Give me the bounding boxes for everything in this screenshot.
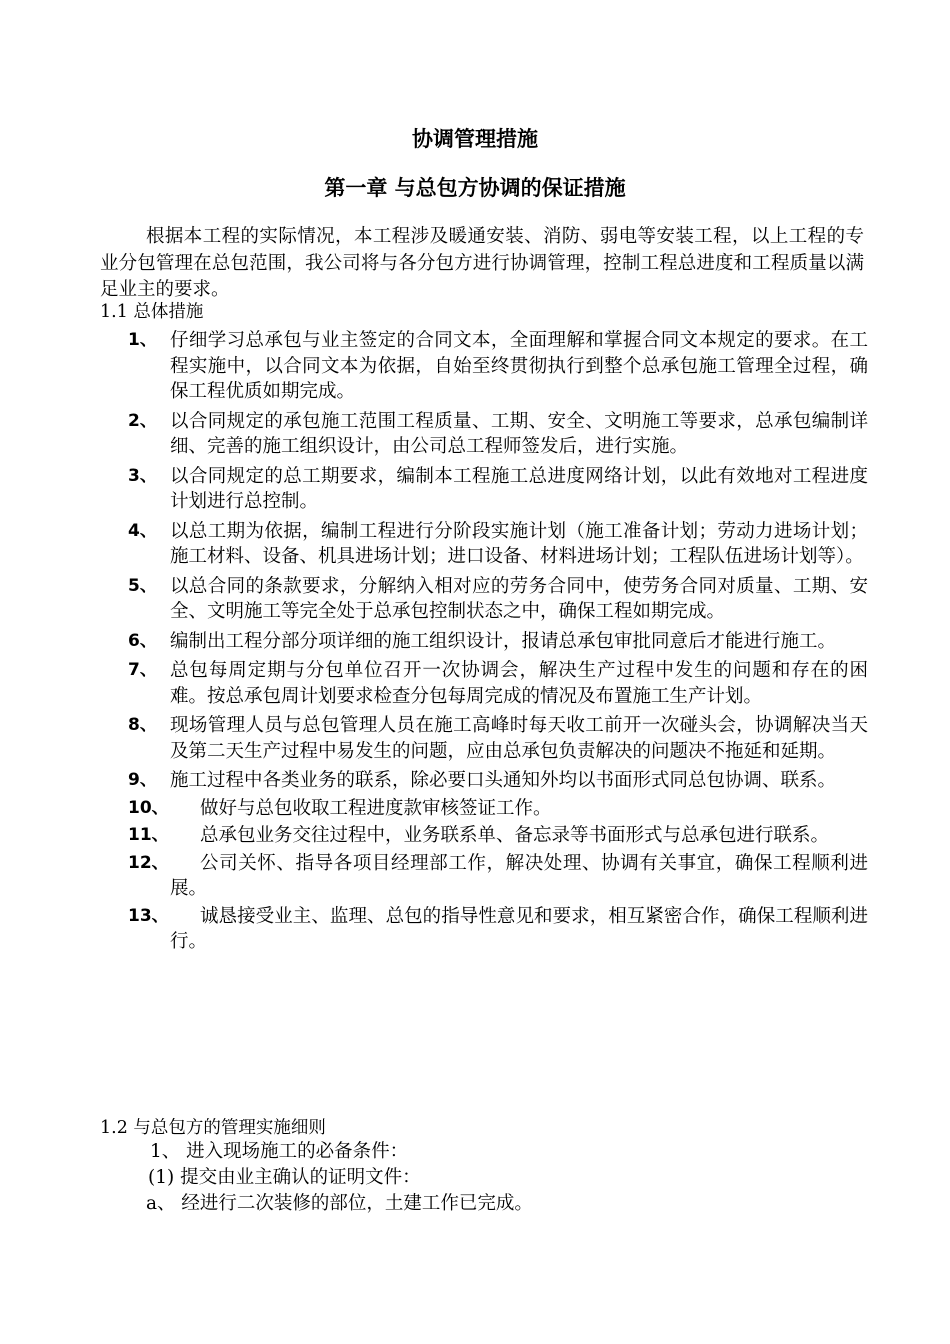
list-item-text: 以总合同的条款要求，分解纳入相对应的劳务合同中，使劳务合同对质量、工期、安全、文明施工等完全处于总承包控制状态之中，确保工程如期完成。	[170, 575, 868, 622]
list-item	[128, 851, 868, 902]
list-item	[128, 823, 868, 849]
list-item-number: 8、	[128, 715, 157, 735]
list-item	[128, 768, 868, 794]
list-item-text: 公司关怀、指导各项目经理部工作，解决处理、协调有关事宜，确保工程顺利进展。	[170, 852, 868, 899]
list-item-number: 7、	[128, 660, 157, 680]
list-item-text: 以合同规定的总工期要求，编制本工程施工总进度网络计划，以此有效地对工程进度计划进行总控制。	[170, 465, 868, 512]
chapter-heading: 第一章 与总包方协调的保证措施	[324, 176, 626, 200]
list-item	[128, 904, 868, 955]
list-item	[128, 328, 868, 405]
list-item	[128, 713, 868, 764]
section-heading-1-2: 1.2 与总包方的管理实施细则	[100, 1118, 326, 1138]
list-item-number: 1、	[128, 330, 157, 350]
list-item	[128, 574, 868, 625]
list-item	[128, 519, 868, 570]
list-item-number: 13、	[128, 905, 169, 926]
section-heading-1-1: 1.1 总体措施	[100, 302, 204, 322]
sub-item-a: a、 经进行二次装修的部位，土建工作已完成。	[146, 1193, 533, 1214]
list-item-number: 10、	[128, 797, 169, 818]
list-item-text: 仔细学习总承包与业主签定的合同文本，全面理解和掌握合同文本规定的要求。在工程实施中，以合同文本为依据，自始至终贯彻执行到整个总承包施工管理全过程，确保工程优质如期完成。	[170, 330, 868, 402]
list-item-text: 总承包业务交往过程中，业务联系单、备忘录等书面形式与总承包进行联系。	[200, 825, 830, 846]
list-item-number: 9、	[128, 770, 157, 790]
list-item-text: 现场管理人员与总包管理人员在施工高峰时每天收工前开一次碰头会，协调解决当天及第二天生产过程中易发生的问题，应由总承包负责解决的问题决不拖延和延期。	[170, 715, 868, 762]
list-item-number: 4、	[128, 520, 157, 541]
list-item-text: 以合同规定的承包施工范围工程质量、工期、安全、文明施工等要求，总承包编制详细、完善的施工组织设计，由公司总工程师签发后，进行实施。	[170, 410, 868, 457]
list-item-number: 11、	[128, 825, 169, 845]
list-item-number: 12、	[128, 852, 169, 873]
sub-item-1: 1、 进入现场施工的必备条件：	[150, 1141, 409, 1162]
list-item	[128, 796, 868, 822]
measures-list	[128, 328, 868, 955]
list-item-number: 5、	[128, 575, 157, 596]
list-item	[128, 464, 868, 515]
intro-paragraph: 根据本工程的实际情况，本工程涉及暖通安装、消防、弱电等安装工程，以上工程的专业分包管理在总包范围，我公司将与各分包方进行协调管理，控制工程总进度和工程质量以满足业主的要求。	[100, 226, 864, 300]
sub-item-1-1: (1) 提交由业主确认的证明文件：	[148, 1167, 421, 1188]
list-item-number: 6、	[128, 630, 157, 651]
list-item-text: 总包每周定期与分包单位召开一次协调会，解决生产过程中发生的问题和存在的困难。按总承包周计划要求检查分包每周完成的情况及布置施工生产计划。	[170, 660, 868, 707]
list-item	[128, 658, 868, 709]
list-item-number: 3、	[128, 465, 157, 486]
list-item-text: 以总工期为依据，编制工程进行分阶段实施计划（施工准备计划；劳动力进场计划；施工材料、设备、机具进场计划；进口设备、材料进场计划；工程队伍进场计划等）。	[170, 520, 868, 567]
list-item-text: 施工过程中各类业务的联系，除必要口头通知外均以书面形式同总包协调、联系。	[170, 770, 837, 791]
list-item	[128, 409, 868, 460]
list-item-text: 做好与总包收取工程进度款审核签证工作。	[200, 797, 552, 819]
list-item-text: 诚恳接受业主、监理、总包的指导性意见和要求，相互紧密合作，确保工程顺利进行。	[170, 905, 868, 952]
document-title: 协调管理措施	[412, 127, 538, 151]
list-item-number: 2、	[128, 410, 157, 431]
list-item	[128, 629, 868, 655]
list-item-text: 编制出工程分部分项详细的施工组织设计，报请总承包审批同意后才能进行施工。	[170, 630, 837, 652]
